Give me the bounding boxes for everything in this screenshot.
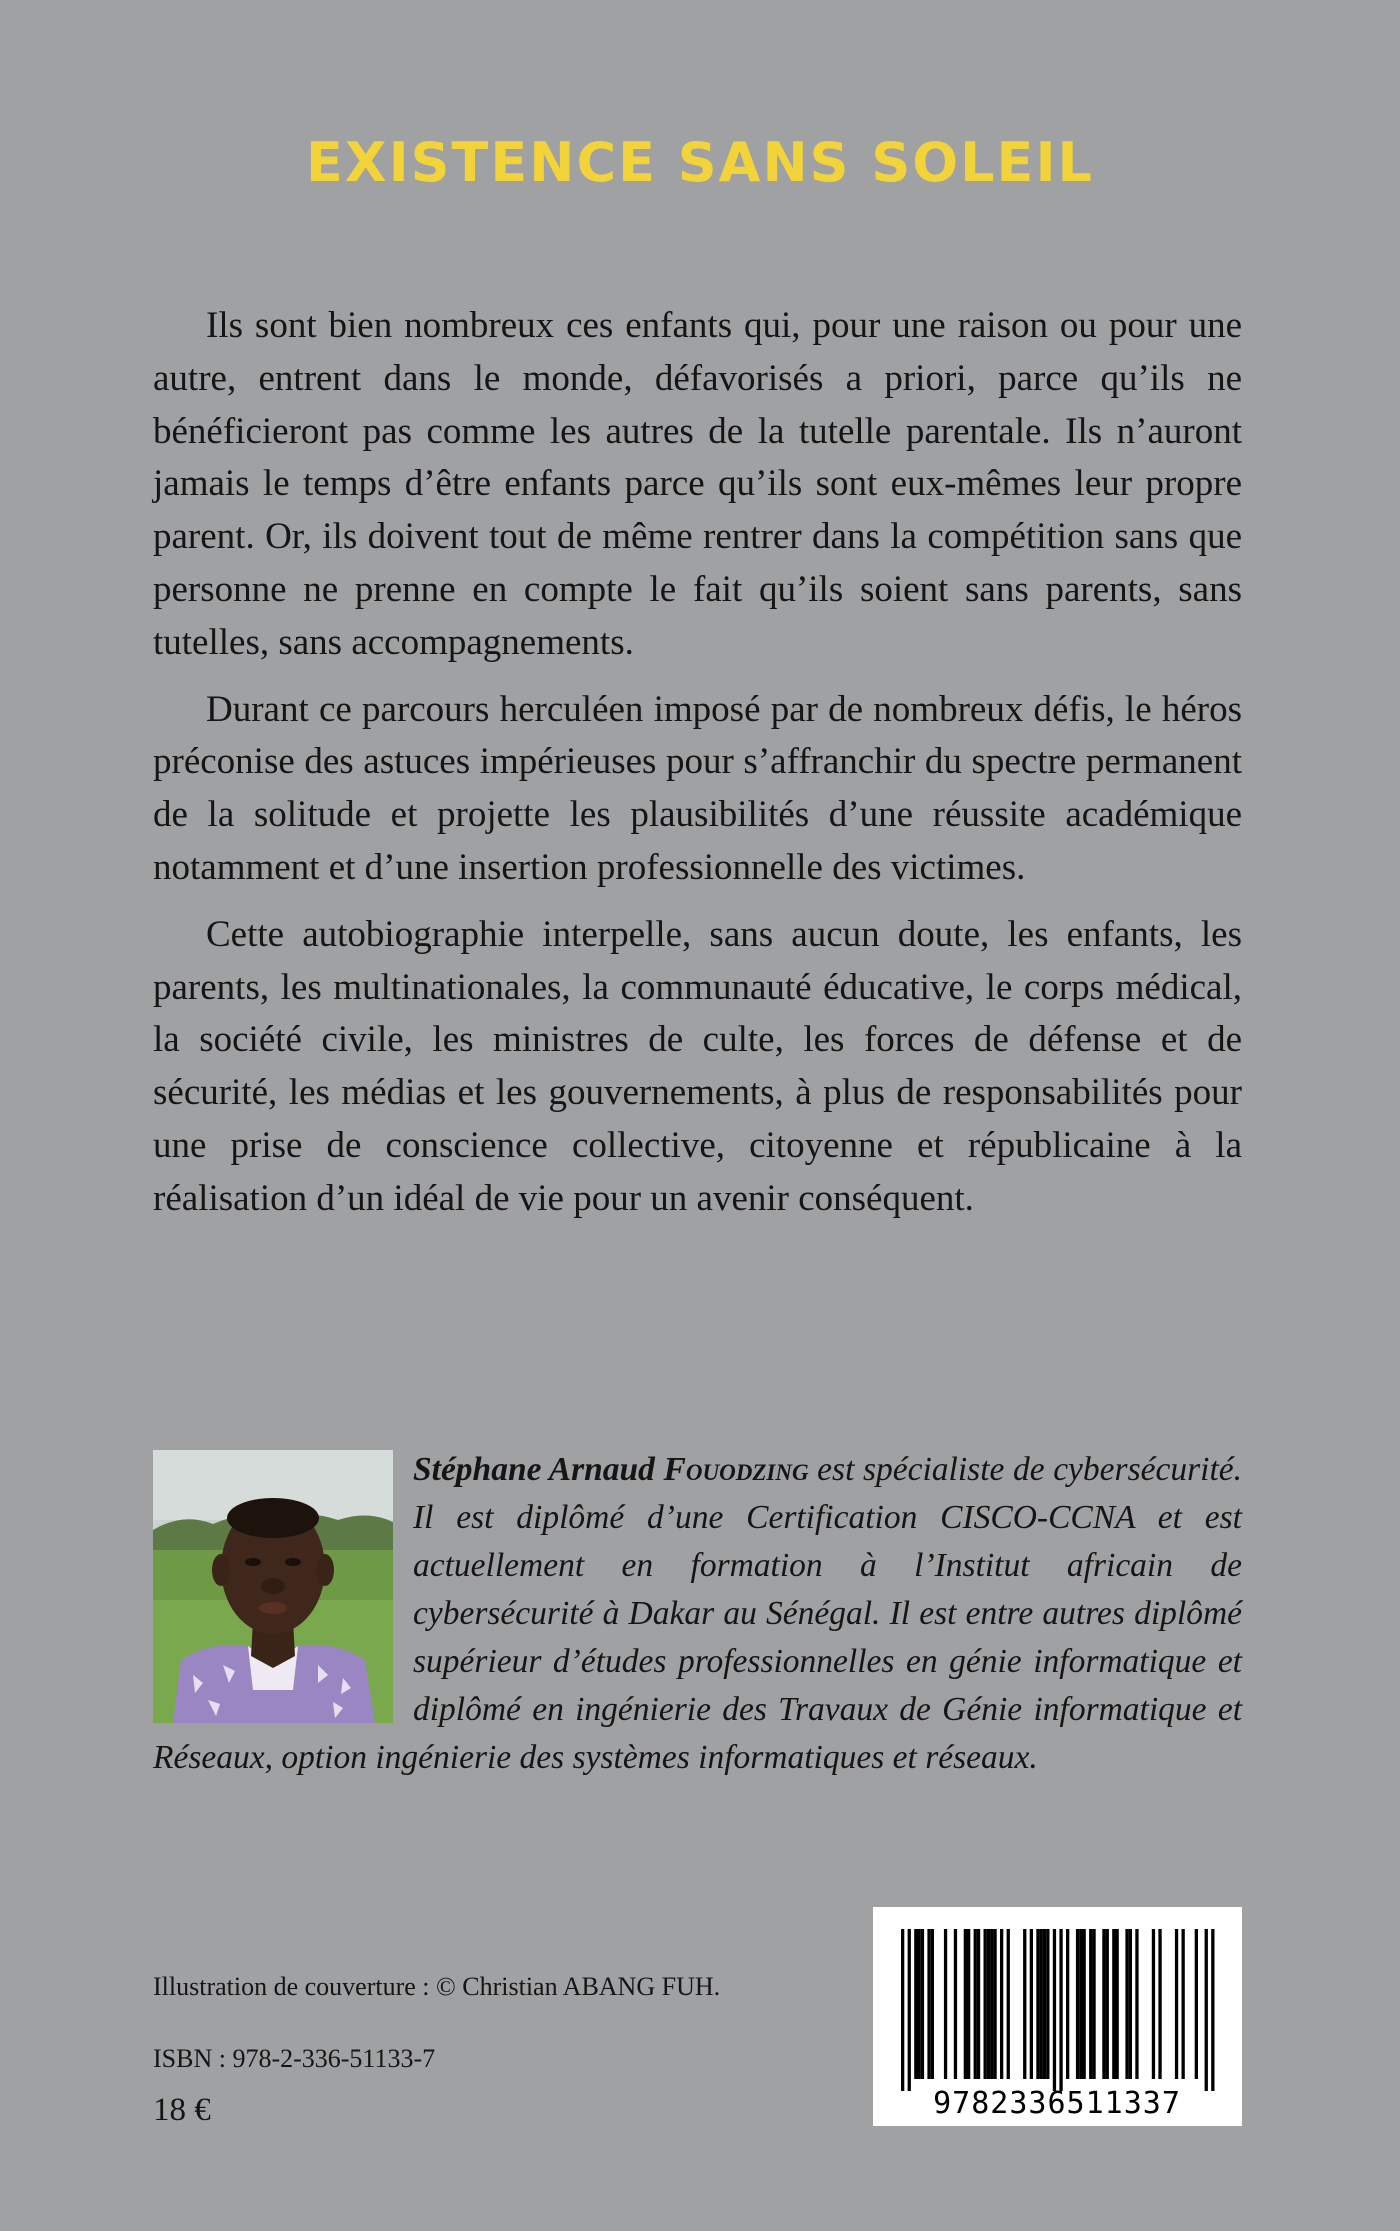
barcode-bar <box>1046 1929 1049 2079</box>
barcode-bar <box>1182 1929 1185 2079</box>
barcode-bar <box>964 1929 967 2079</box>
barcode-bar <box>1092 1929 1095 2079</box>
cover-illustration-credit: Illustration de couverture : © Christian ABANG FUH. <box>153 1972 721 2001</box>
blurb-paragraph-3: Cette autobiographie interpelle, sans aucun doute, les enfants, les parents, les multinationales, la communauté éducative, le corps médical, la société civile, les ministres de culte, les forces de défense et de sécurité, les médias et les gouvernements, à plus de responsabilités pour une prise de conscience collective, citoyenne et républicaine à la réalisation d’un idéal de vie pour un avenir conséquent. <box>153 913 1242 1219</box>
barcode-bar <box>1083 1929 1086 2079</box>
barcode-bar <box>1205 1929 1208 2091</box>
barcode-bar <box>974 1929 977 2079</box>
price: 18 € <box>153 2092 211 2128</box>
barcode-bar <box>1175 1929 1178 2079</box>
author-bio-text: est spécialiste de cybersécurité. Il est diplômé d’une Certification CISCO-CCNA et est actuellement en formation à l’Institut africain de cybersécurité à Dakar au Sénégal. Il est entre autres diplômé supérieur d’études professionnelles en génie informatique et diplômé en ingénierie des Travaux de Génie informatique et Réseaux, option ingénierie des systèmes informatiques et réseaux. <box>153 1451 1243 1776</box>
barcode-bar <box>1158 1929 1161 2079</box>
barcode-bar <box>1059 1929 1062 2091</box>
barcode-bar <box>1076 1929 1079 2079</box>
barcode-bar <box>1030 1929 1033 2079</box>
blurb-paragraph-1: Ils sont bien nombreux ces enfants qui, pour une raison ou pour une autre, entrent dans le monde, défavorisés a priori, parce qu’ils ne bénéficieront pas comme les autres de la tutelle parentale. Ils n’auront jamais le temps d’être enfants parce qu’ils sont eux-mêmes leur propre parent. Or, ils doivent tout de même rentrer dans la compétition sans que personne ne prenne en compte le fait qu’ils soient sans parents, sans tutelles, sans accompagnements. <box>153 305 1242 663</box>
book-title: EXISTENCE SANS SOLEIL <box>306 131 1094 194</box>
barcode-bar <box>1152 1929 1155 2079</box>
blurb-paragraph-2: Durant ce parcours herculéen imposé par de nombreux défis, le héros préconise des astuces impérieuses pour s’affranchir du spectre permanent de la solitude et projette les plausibilités d’une réussite académique notamment et d’une insertion professionnelle des victimes. <box>153 688 1242 888</box>
author-first-names: Stéphane Arnaud <box>413 1451 655 1488</box>
photo-spacer <box>153 1446 413 1732</box>
barcode-bar <box>944 1929 947 2079</box>
barcode-bar <box>1116 1929 1119 2079</box>
barcode-bar <box>1129 1929 1132 2079</box>
barcode-bar <box>990 1929 993 2079</box>
barcode-bar <box>1112 1929 1115 2079</box>
barcode-bar <box>927 1929 930 2079</box>
barcode-bar <box>1023 1929 1026 2079</box>
barcode-digits: 9782336511337 <box>933 2086 1181 2121</box>
barcode-bar <box>1106 1929 1109 2079</box>
barcode-graphic <box>873 1907 1242 2126</box>
barcode-bar <box>1125 1929 1128 2079</box>
author-bio <box>153 1446 1242 1782</box>
barcode-bar <box>967 1929 970 2079</box>
author-surname: Fouodzing <box>663 1451 809 1488</box>
barcode-bar <box>914 1929 917 2079</box>
barcode-bar <box>901 1929 904 2091</box>
back-cover-blurb <box>153 300 1242 1240</box>
barcode-bar <box>1135 1929 1138 2079</box>
barcode-bar <box>1102 1929 1105 2079</box>
barcode <box>873 1907 1242 2126</box>
barcode-bar <box>993 1929 996 2079</box>
barcode-bar <box>931 1929 934 2079</box>
barcode-bar <box>1211 1929 1214 2091</box>
barcode-bar <box>954 1929 957 2079</box>
barcode-bar <box>984 1929 987 2079</box>
barcode-bar <box>918 1929 921 2079</box>
isbn: ISBN : 978-2-336-51133-7 <box>153 2044 436 2073</box>
barcode-bar <box>1089 1929 1092 2079</box>
barcode-bar <box>908 1929 911 2091</box>
barcode-bar <box>1007 1929 1010 2079</box>
barcode-bar <box>1053 1929 1056 2091</box>
barcode-bar <box>921 1929 924 2079</box>
barcode-bar <box>1036 1929 1039 2079</box>
barcode-bar <box>1195 1929 1198 2079</box>
barcode-bar <box>987 1929 990 2079</box>
barcode-bar <box>977 1929 980 2079</box>
barcode-bar <box>1066 1929 1069 2079</box>
barcode-bar <box>1000 1929 1003 2079</box>
barcode-bar <box>1043 1929 1046 2079</box>
barcode-bar <box>1079 1929 1082 2079</box>
barcode-bar <box>1040 1929 1043 2079</box>
